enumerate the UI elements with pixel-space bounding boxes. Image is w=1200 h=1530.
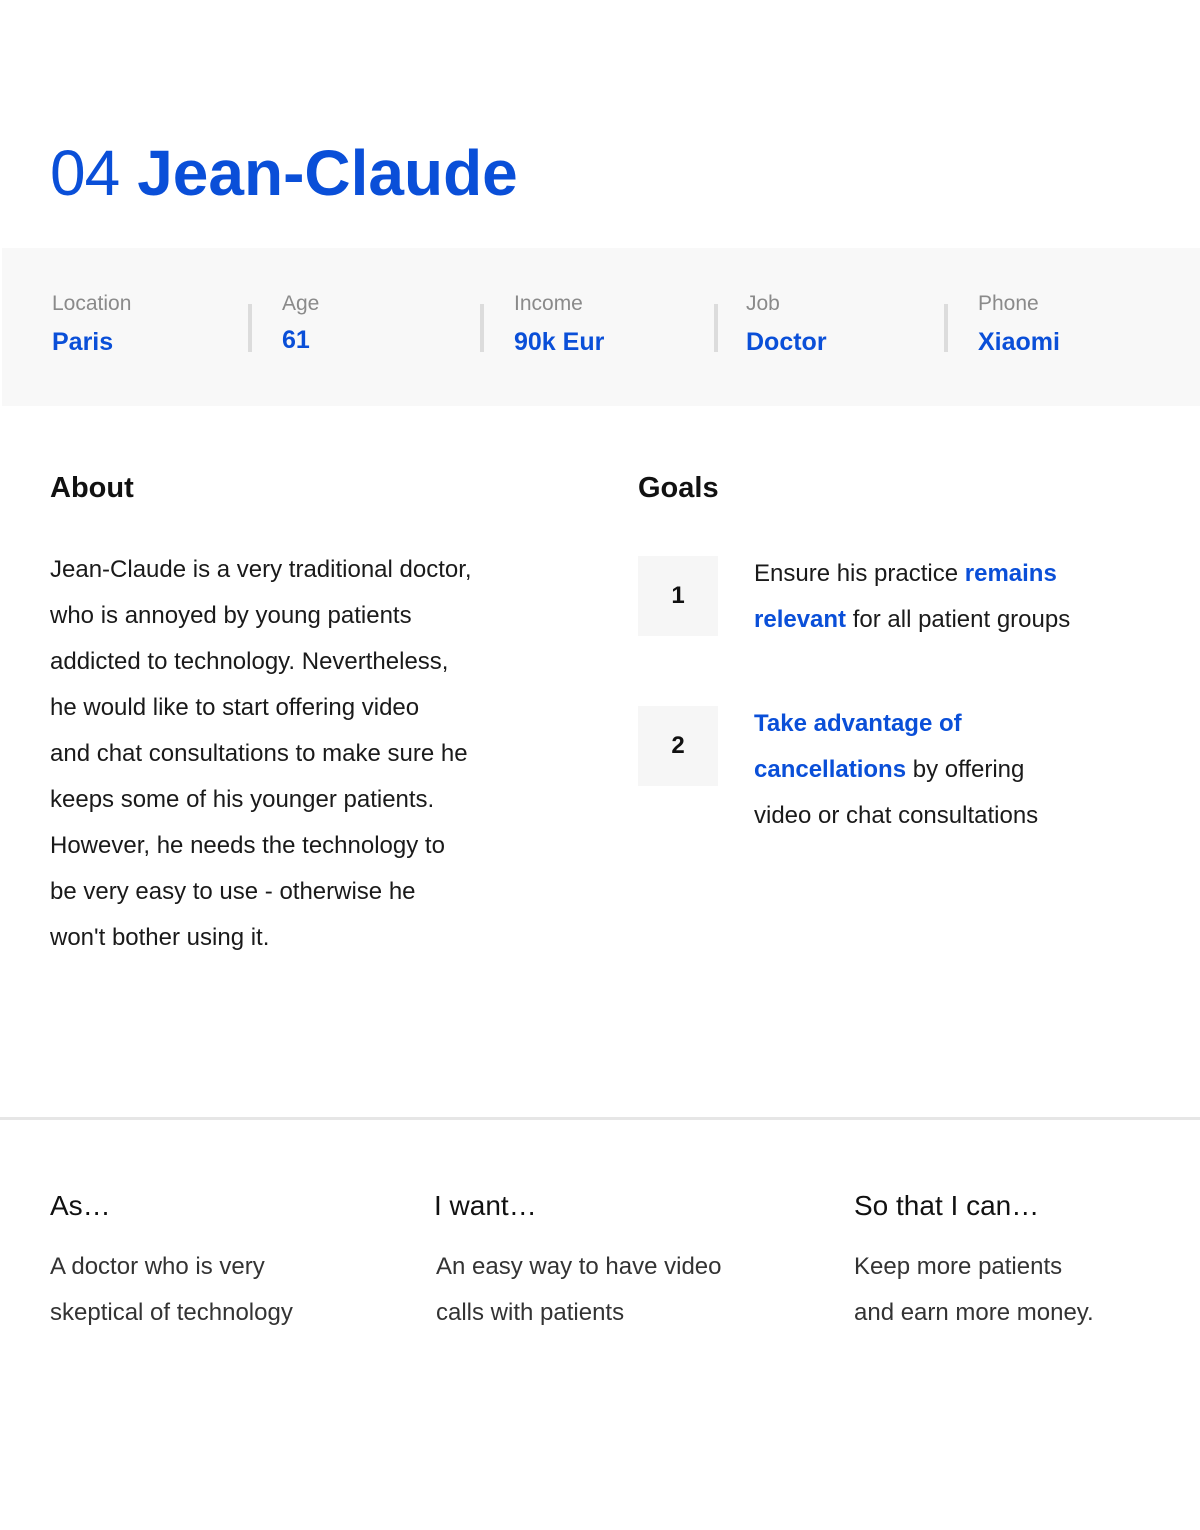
goal-text-highlight: relevant — [754, 606, 847, 633]
goal-line — [754, 793, 1174, 839]
goal-text-plain: video or chat consultations — [754, 802, 1039, 829]
goal-text-highlight: cancellations — [754, 756, 907, 783]
goal-text-plain: by offering — [906, 756, 1025, 783]
story-line: and earn more money. — [854, 1299, 1094, 1326]
goal-text-plain: for all patient groups — [846, 606, 1071, 633]
story-line: A doctor who is very — [50, 1253, 265, 1280]
story-want-body — [434, 1244, 794, 1336]
story-so-that-heading: So that I can… — [854, 1190, 1040, 1221]
info-phone-value: Xiaomi — [978, 328, 1060, 356]
about-line: won't bother using it. — [50, 924, 270, 951]
goal-text-plain: Ensure his practice — [754, 560, 965, 587]
goal-number-badge: 2 — [638, 706, 718, 786]
story-so-that — [854, 1184, 1200, 1336]
info-job-value: Doctor — [746, 328, 827, 356]
story-line: An easy way to have video — [436, 1253, 722, 1280]
goal-line — [754, 551, 1174, 597]
story-as — [50, 1184, 410, 1336]
goal-number-badge: 1 — [638, 556, 718, 636]
goal-item — [754, 701, 1174, 839]
persona-name: Jean-Claude — [137, 137, 518, 209]
goal-line — [754, 597, 1174, 643]
story-as-heading: As… — [50, 1190, 111, 1221]
info-job-label: Job — [746, 292, 780, 315]
goals-heading: Goals — [638, 472, 719, 504]
goal-line — [754, 747, 1174, 793]
goal-text-highlight: remains — [964, 560, 1057, 587]
about-text — [50, 547, 550, 961]
info-divider — [714, 304, 718, 352]
story-want — [434, 1184, 794, 1336]
info-divider — [480, 304, 484, 352]
about-line: addicted to technology. Nevertheless, — [50, 648, 449, 675]
info-age-label: Age — [282, 292, 320, 315]
about-heading: About — [50, 472, 134, 504]
info-income-value: 90k Eur — [514, 328, 605, 356]
about-line: Jean-Claude is a very traditional doctor, — [50, 556, 472, 583]
info-divider — [944, 304, 948, 352]
info-age-value: 61 — [282, 326, 310, 354]
about-line: However, he needs the technology to — [50, 832, 445, 859]
goal-item — [754, 551, 1174, 643]
info-location-value: Paris — [52, 328, 114, 356]
info-divider — [248, 304, 252, 352]
story-want-heading: I want… — [434, 1190, 537, 1221]
about-line: keeps some of his younger patients. — [50, 786, 435, 813]
about-line: who is annoyed by young patients — [50, 602, 412, 629]
story-line: skeptical of technology — [50, 1299, 293, 1326]
story-so-that-body — [854, 1244, 1200, 1336]
persona-number: 04 — [50, 137, 120, 209]
story-line: Keep more patients — [854, 1253, 1063, 1280]
goal-text-highlight: Take advantage of — [754, 710, 962, 737]
section-divider — [0, 1117, 1200, 1120]
info-income-label: Income — [514, 292, 583, 315]
page-title — [50, 133, 518, 213]
about-line: and chat consultations to make sure he — [50, 740, 468, 767]
persona-info-bar — [2, 248, 1200, 406]
about-line: be very easy to use - otherwise he — [50, 878, 416, 905]
story-line: calls with patients — [436, 1299, 625, 1326]
goal-line — [754, 701, 1174, 747]
info-location-label: Location — [52, 292, 132, 315]
story-as-body — [50, 1244, 410, 1336]
about-line: he would like to start offering video — [50, 694, 420, 721]
info-phone-label: Phone — [978, 292, 1039, 315]
